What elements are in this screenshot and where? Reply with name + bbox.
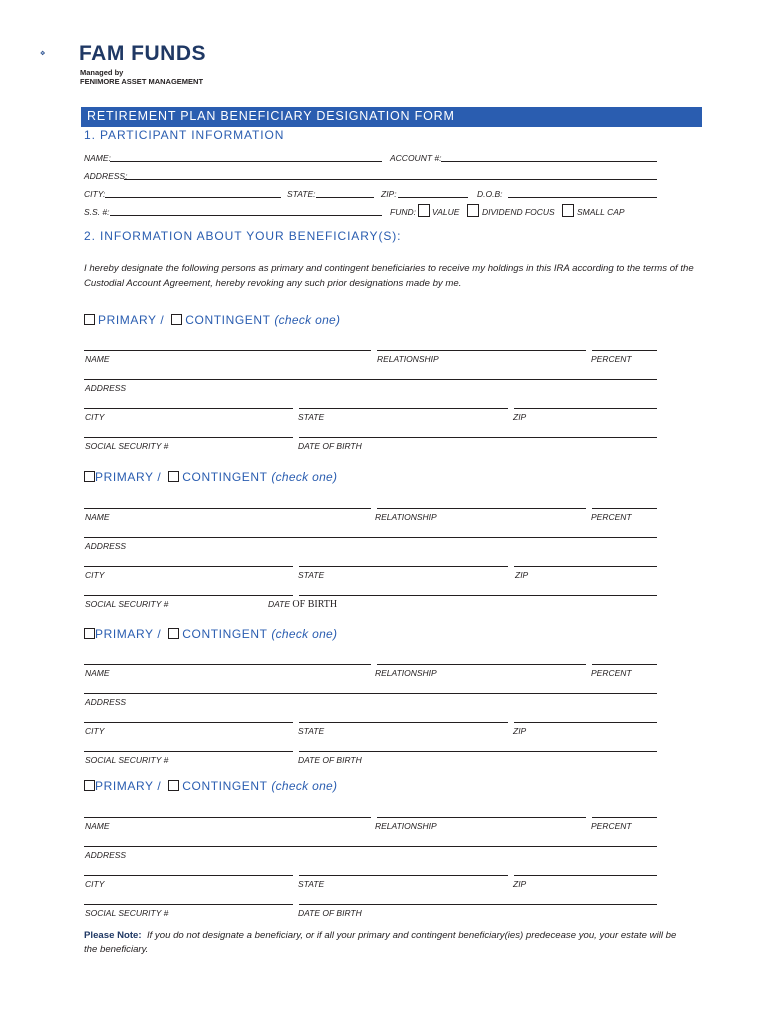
percent-caption: PERCENT (591, 354, 632, 364)
beneficiary-percent-field[interactable] (592, 664, 657, 665)
state-caption: STATE (298, 879, 325, 889)
zip-caption: ZIP (513, 879, 527, 889)
check-one-hint: (check one) (274, 313, 341, 327)
section-2-title: 2. INFORMATION ABOUT YOUR BENEFICIARY(S): (84, 229, 402, 243)
contingent-checkbox[interactable] (168, 471, 179, 482)
designation-statement: I hereby designate the following persons as primary and contingent beneficiaries to receive my holdings in this IRA according to the terms of the Custodial Account Agreement, hereby revoking any such prior designations made by me. (84, 263, 694, 289)
primary-label: PRIMARY / (95, 627, 162, 641)
address-label: ADDRESS: (84, 171, 128, 181)
beneficiary-state-field[interactable] (299, 722, 508, 723)
beneficiary-city-field[interactable] (84, 722, 293, 723)
please-note-text: If you do not designate a beneficiary, or if all your primary and contingent beneficiary(ies) predecease you, your estate will be the beneficiary. (84, 930, 677, 955)
contingent-label: CONTINGENT (185, 313, 271, 327)
brand-name: FAM FUNDS (79, 42, 206, 65)
state-label: STATE: (287, 189, 316, 199)
city-caption: CITY (85, 412, 105, 422)
name-caption: NAME (85, 512, 110, 522)
participant-state-field[interactable] (316, 197, 374, 198)
beneficiary-zip-field[interactable] (514, 566, 657, 567)
beneficiary-percent-field[interactable] (592, 350, 657, 351)
beneficiary-relationship-field[interactable] (377, 508, 586, 509)
primary-checkbox[interactable] (84, 314, 95, 325)
beneficiary-city-field[interactable] (84, 408, 293, 409)
percent-caption: PERCENT (591, 821, 632, 831)
beneficiary-address-field[interactable] (84, 537, 657, 538)
zip-label: ZIP: (381, 189, 397, 199)
name-caption: NAME (85, 668, 110, 678)
contingent-label: CONTINGENT (182, 779, 268, 793)
beneficiary-type-selector (84, 779, 337, 793)
beneficiary-relationship-field[interactable] (377, 664, 586, 665)
please-note (84, 929, 684, 957)
contingent-label: CONTINGENT (182, 627, 268, 641)
contingent-checkbox[interactable] (168, 628, 179, 639)
zip-caption: ZIP (515, 570, 529, 580)
city-caption: CITY (85, 570, 105, 580)
percent-caption: PERCENT (591, 512, 632, 522)
participant-dob-field[interactable] (508, 197, 657, 198)
ss-label: S.S. #: (84, 207, 110, 217)
participant-city-field[interactable] (105, 197, 281, 198)
check-one-hint: (check one) (271, 779, 338, 793)
beneficiary-ssn-field[interactable] (84, 904, 293, 905)
account-label: ACCOUNT #: (390, 153, 442, 163)
beneficiary-dob-field[interactable] (299, 595, 657, 596)
relationship-caption: RELATIONSHIP (375, 821, 437, 831)
beneficiary-dob-field[interactable] (299, 437, 657, 438)
address-caption: ADDRESS (85, 850, 127, 860)
section-1-title: 1. PARTICIPANT INFORMATION (84, 128, 285, 142)
fund-dividend-focus-label: DIVIDEND FOCUS (482, 207, 555, 217)
ssn-caption: SOCIAL SECURITY # (85, 599, 169, 609)
address-caption: ADDRESS (85, 383, 127, 393)
beneficiary-name-field[interactable] (84, 664, 371, 665)
beneficiary-zip-field[interactable] (514, 722, 657, 723)
beneficiary-zip-field[interactable] (514, 875, 657, 876)
name-label: NAME: (84, 153, 111, 163)
beneficiary-address-field[interactable] (84, 379, 657, 380)
dob-label: D.O.B: (477, 189, 503, 199)
contingent-checkbox[interactable] (168, 780, 179, 791)
name-caption: NAME (85, 821, 110, 831)
beneficiary-state-field[interactable] (299, 408, 508, 409)
state-caption: STATE (298, 570, 325, 580)
address-caption: ADDRESS (85, 697, 127, 707)
dob-caption: DATE OF BIRTH (298, 755, 362, 765)
beneficiary-dob-field[interactable] (299, 904, 657, 905)
primary-checkbox[interactable] (84, 780, 95, 791)
relationship-caption: RELATIONSHIP (375, 512, 437, 522)
beneficiary-type-selector (84, 313, 340, 327)
fund-label: FUND: (390, 207, 416, 217)
beneficiary-name-field[interactable] (84, 817, 371, 818)
beneficiary-city-field[interactable] (84, 566, 293, 567)
primary-label: PRIMARY / (95, 470, 162, 484)
relationship-caption: RELATIONSHIP (377, 354, 439, 364)
beneficiary-type-selector (84, 627, 337, 641)
beneficiary-type-selector (84, 470, 337, 484)
beneficiary-ssn-field[interactable] (84, 437, 293, 438)
fam-funds-logo-icon (40, 36, 76, 72)
beneficiary-name-field[interactable] (84, 350, 371, 351)
check-one-hint: (check one) (271, 470, 338, 484)
city-caption: CITY (85, 726, 105, 736)
form-title-banner (81, 107, 702, 127)
fund-dividend-focus-checkbox[interactable] (467, 204, 479, 217)
percent-caption: PERCENT (591, 668, 632, 678)
please-note-label: Please Note: (84, 930, 142, 941)
fund-value-label: VALUE (432, 207, 460, 217)
participant-address-field[interactable] (124, 179, 657, 180)
ssn-caption: SOCIAL SECURITY # (85, 908, 169, 918)
zip-caption: ZIP (513, 412, 527, 422)
participant-name-field[interactable] (110, 161, 382, 162)
account-number-field[interactable] (441, 161, 657, 162)
beneficiary-zip-field[interactable] (514, 408, 657, 409)
beneficiary-state-field[interactable] (299, 566, 508, 567)
ssn-caption: SOCIAL SECURITY # (85, 755, 169, 765)
fund-small-cap-checkbox[interactable] (562, 204, 574, 217)
beneficiary-dob-field[interactable] (299, 751, 657, 752)
beneficiary-relationship-field[interactable] (377, 350, 586, 351)
participant-zip-field[interactable] (398, 197, 468, 198)
contingent-label: CONTINGENT (182, 470, 268, 484)
check-one-hint: (check one) (271, 627, 338, 641)
city-label: CITY: (84, 189, 106, 199)
primary-checkbox[interactable] (84, 628, 95, 639)
city-caption: CITY (85, 879, 105, 889)
state-caption: STATE (298, 412, 325, 422)
address-caption: ADDRESS (85, 541, 127, 551)
beneficiary-percent-field[interactable] (592, 508, 657, 509)
form-title: RETIREMENT PLAN BENEFICIARY DESIGNATION FORM (87, 109, 455, 123)
ssn-caption: SOCIAL SECURITY # (85, 441, 169, 451)
managed-by-text: Managed by FENIMORE ASSET MANAGEMENT (80, 68, 204, 86)
beneficiary-percent-field[interactable] (592, 817, 657, 818)
dob-caption: DATE OF BIRTH (268, 599, 338, 610)
primary-checkbox[interactable] (84, 471, 95, 482)
beneficiary-address-field[interactable] (84, 693, 657, 694)
state-caption: STATE (298, 726, 325, 736)
zip-caption: ZIP (513, 726, 527, 736)
beneficiary-state-field[interactable] (299, 875, 508, 876)
beneficiary-relationship-field[interactable] (377, 817, 586, 818)
beneficiary-name-field[interactable] (84, 508, 371, 509)
primary-label: PRIMARY / (95, 779, 162, 793)
beneficiary-city-field[interactable] (84, 875, 293, 876)
fund-value-checkbox[interactable] (418, 204, 430, 217)
relationship-caption: RELATIONSHIP (375, 668, 437, 678)
contingent-checkbox[interactable] (171, 314, 182, 325)
name-caption: NAME (85, 354, 110, 364)
beneficiary-address-field[interactable] (84, 846, 657, 847)
beneficiary-ssn-field[interactable] (84, 751, 293, 752)
primary-label: PRIMARY / (98, 313, 165, 327)
dob-caption: DATE OF BIRTH (298, 908, 362, 918)
dob-caption: DATE OF BIRTH (298, 441, 362, 451)
participant-ss-field[interactable] (110, 215, 382, 216)
beneficiary-ssn-field[interactable] (84, 595, 293, 596)
fund-small-cap-label: SMALL CAP (577, 207, 625, 217)
